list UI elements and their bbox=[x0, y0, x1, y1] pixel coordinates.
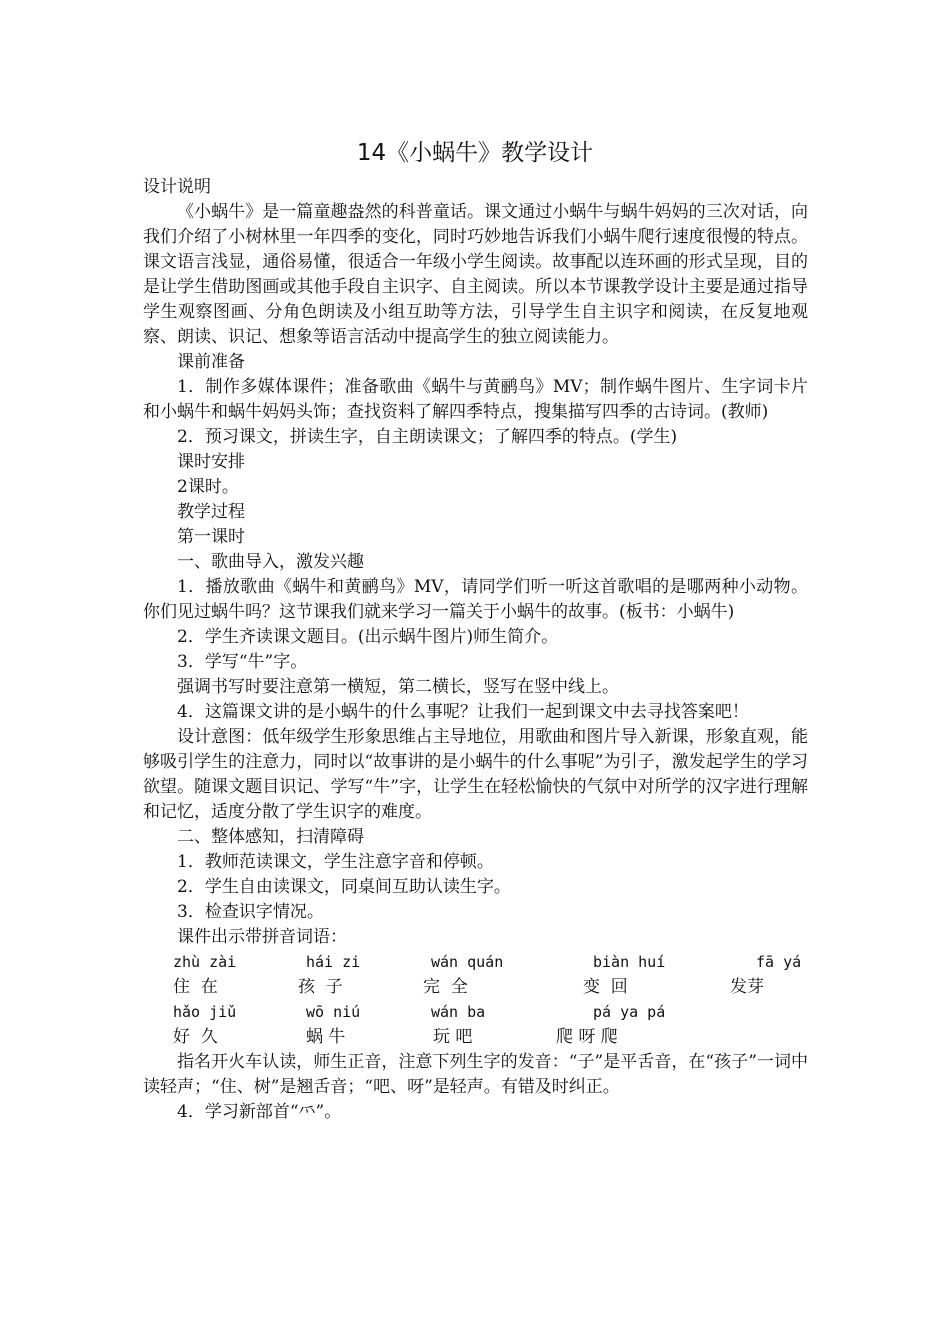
section-2-item-4: 4．学习新部首“⺤”。 bbox=[177, 1102, 342, 1122]
pinyin-word: wō niú bbox=[306, 1003, 361, 1021]
schedule-text: 2课时。 bbox=[177, 477, 239, 497]
document-title: 14《小蜗牛》教学设计 bbox=[356, 140, 594, 166]
section-1-item-2: 2．学生齐读课文题目。(出示蜗牛图片)师生简介。 bbox=[177, 627, 559, 647]
section-1-heading: 一、歌曲导入，激发兴趣 bbox=[177, 552, 364, 572]
pinyin-row-1 bbox=[143, 950, 808, 975]
characters-row-2 bbox=[143, 1025, 808, 1050]
reading-note: 指名开火车认读，师生正音，注意下列生字的发音：“子”是平舌音，在“孩子”一词中读轻声；“住、树”是翘舌音；“吧、呀”是轻声。有错及时纠正。 bbox=[143, 1052, 808, 1097]
pinyin-word: hǎo jiǔ bbox=[173, 1003, 237, 1021]
character-word: 好 久 bbox=[173, 1027, 218, 1047]
character-word: 住 在 bbox=[173, 977, 218, 997]
pinyin-word: hái zi bbox=[306, 953, 361, 971]
section-1-item-3-note: 强调书写时要注意第一横短，第二横长，竖写在竖中线上。 bbox=[177, 677, 619, 697]
pinyin-word: wán quán bbox=[431, 953, 504, 971]
prep-item-1: 1．制作多媒体课件；准备歌曲《蜗牛与黄鹂鸟》MV；制作蜗牛图片、生字词卡片和小蜗牛和蜗牛妈妈头饰；查找资料了解四季特点，搜集描写四季的古诗词。(教师) bbox=[143, 377, 808, 422]
prep-item-2: 2．预习课文，拼读生字，自主朗读课文；了解四季的特点。(学生) bbox=[177, 427, 678, 447]
section-2-item-1: 1．教师范读课文，学生注意字音和停顿。 bbox=[177, 852, 494, 872]
design-note-heading: 设计说明 bbox=[143, 177, 211, 197]
section-1-item-4: 4．这篇课文讲的是小蜗牛的什么事呢？让我们一起到课文中去寻找答案吧！ bbox=[177, 702, 749, 722]
pinyin-row-2 bbox=[143, 1000, 808, 1025]
pinyin-word: pá ya pá bbox=[593, 1003, 666, 1021]
character-word: 发芽 bbox=[730, 977, 764, 997]
process-heading: 教学过程 bbox=[177, 502, 245, 522]
pinyin-word: wán ba bbox=[431, 1003, 486, 1021]
character-word: 玩 吧 bbox=[433, 1027, 473, 1047]
courseware-label: 课件出示带拼音词语： bbox=[177, 927, 347, 947]
pinyin-word: biàn huí bbox=[593, 953, 666, 971]
character-word: 蜗 牛 bbox=[306, 1027, 346, 1047]
characters-row-1 bbox=[143, 975, 808, 1000]
document-body bbox=[143, 175, 808, 1125]
prep-heading: 课前准备 bbox=[177, 352, 245, 372]
pinyin-word: fā yá bbox=[756, 953, 802, 971]
design-note-text: 《小蜗牛》是一篇童趣盎然的科普童话。课文通过小蜗牛与蜗牛妈妈的三次对话，向我们介绍了小树林里一年四季的变化，同时巧妙地告诉我们小蜗牛爬行速度很慢的特点。课文语言浅显，通俗易懂，很适合一年级小学生阅读。故事配以连环画的形式呈现，目的是让学生借助图画或其他手段自主识字、自主阅读。所以本节课教学设计主要是通过指导学生观察图画、分角色朗读及小组互助等方法，引导学生自主识字和阅读，在反复地观察、朗读、识记、想象等语言活动中提高学生的独立阅读能力。 bbox=[143, 202, 808, 347]
section-1-design-intent: 设计意图：低年级学生形象思维占主导地位，用歌曲和图片导入新课，形象直观，能够吸引学生的注意力，同时以“故事讲的是小蜗牛的什么事呢”为引子，激发起学生的学习欲望。随课文题目识记、学写“牛”字，让学生在轻松愉快的气氛中对所学的汉字进行理解和记忆，适度分散了学生识字的难度。 bbox=[143, 727, 808, 822]
character-word: 变 回 bbox=[583, 977, 628, 997]
section-2-item-2: 2．学生自由读课文，同桌间互助认读生字。 bbox=[177, 877, 511, 897]
pinyin-word: zhù zài bbox=[173, 953, 237, 971]
section-1-item-1: 1．播放歌曲《蜗牛和黄鹂鸟》MV，请同学们听一听这首歌唱的是哪两种小动物。你们见过蜗牛吗？这节课我们就来学习一篇关于小蜗牛的故事。(板书：小蜗牛) bbox=[143, 577, 808, 622]
section-2-heading: 二、整体感知，扫清障碍 bbox=[177, 827, 364, 847]
character-word: 爬 呀 爬 bbox=[556, 1027, 618, 1047]
character-word: 完 全 bbox=[423, 977, 468, 997]
section-1-item-3: 3．学写“牛”字。 bbox=[177, 652, 308, 672]
section-2-item-3: 3．检查识字情况。 bbox=[177, 902, 324, 922]
character-word: 孩 子 bbox=[298, 977, 343, 997]
lesson-1-heading: 第一课时 bbox=[177, 527, 245, 547]
schedule-heading: 课时安排 bbox=[177, 452, 245, 472]
